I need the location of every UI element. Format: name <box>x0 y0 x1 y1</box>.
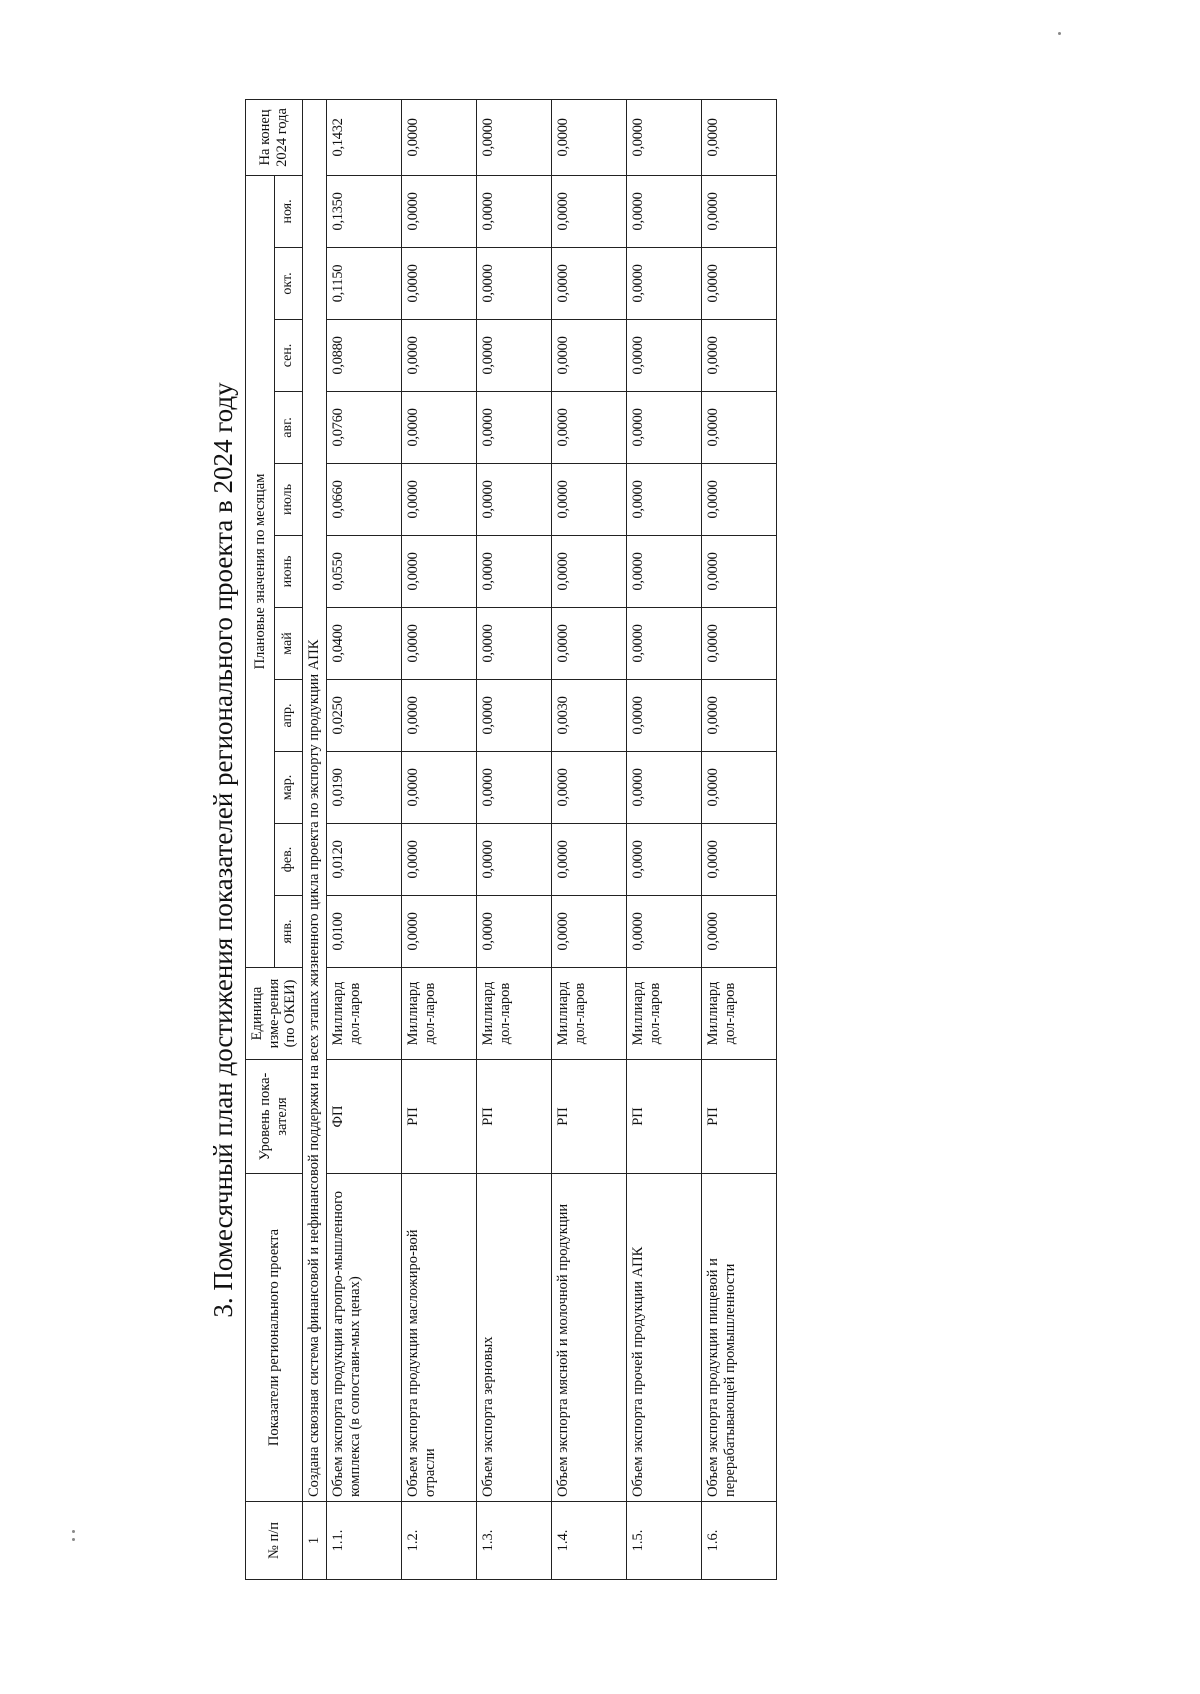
row-month-value: 0,0000 <box>627 896 702 968</box>
row-unit: Миллиард дол-ларов <box>702 968 777 1060</box>
row-month-value: 0,0000 <box>402 680 477 752</box>
row-indicator-name: Объем экспорта зерновых <box>477 1174 552 1502</box>
row-unit: Миллиард дол-ларов <box>552 968 627 1060</box>
header-month: мар. <box>274 752 302 824</box>
rotated-content <box>190 70 1190 1630</box>
row-month-value: 0,0000 <box>402 320 477 392</box>
header-month: июль <box>274 464 302 536</box>
row-level: РП <box>477 1060 552 1174</box>
row-month-value: 0,0000 <box>702 464 777 536</box>
row-month-value: 0,0000 <box>702 536 777 608</box>
row-year-end-value: 0,0000 <box>702 99 777 175</box>
row-month-value: 0,0000 <box>552 320 627 392</box>
row-month-value: 0,0000 <box>552 248 627 320</box>
row-month-value: 0,0000 <box>477 608 552 680</box>
row-month-value: 0,0000 <box>627 680 702 752</box>
row-number: 1.5. <box>627 1502 702 1580</box>
row-month-value: 0,0000 <box>702 680 777 752</box>
row-indicator-name: Объем экспорта мясной и молочной продукции <box>552 1174 627 1502</box>
row-month-value: 0,0250 <box>327 680 402 752</box>
section-row <box>303 99 327 1579</box>
row-level: РП <box>702 1060 777 1174</box>
row-unit: Миллиард дол-ларов <box>327 968 402 1060</box>
table-row <box>477 99 552 1579</box>
table-row <box>402 99 477 1579</box>
row-month-value: 0,0000 <box>552 536 627 608</box>
document-title: 3. Помесячный план достижения показателей регионального проекта в 2024 году <box>208 382 238 1318</box>
row-month-value: 0,0000 <box>627 824 702 896</box>
row-unit: Миллиард дол-ларов <box>402 968 477 1060</box>
row-month-value: 0,1350 <box>327 175 402 247</box>
row-number: 1.4. <box>552 1502 627 1580</box>
row-month-value: 0,0000 <box>702 175 777 247</box>
row-month-value: 0,0000 <box>402 536 477 608</box>
row-month-value: 0,0000 <box>477 248 552 320</box>
row-month-value: 0,0550 <box>327 536 402 608</box>
row-month-value: 0,0000 <box>627 392 702 464</box>
row-month-value: 0,0000 <box>477 175 552 247</box>
row-number: 1.3. <box>477 1502 552 1580</box>
row-month-value: 0,0000 <box>402 392 477 464</box>
indicators-table <box>245 99 777 1580</box>
row-month-value: 0,0000 <box>402 608 477 680</box>
row-month-value: 0,0000 <box>402 248 477 320</box>
row-month-value: 0,0000 <box>402 752 477 824</box>
row-month-value: 0,0000 <box>477 464 552 536</box>
row-month-value: 0,0000 <box>627 536 702 608</box>
row-month-value: 0,0100 <box>327 896 402 968</box>
header-level: Уровень пока-зателя <box>246 1060 303 1174</box>
row-month-value: 0,0000 <box>627 248 702 320</box>
row-month-value: 0,0000 <box>552 824 627 896</box>
header-month: июнь <box>274 536 302 608</box>
row-month-value: 0,0000 <box>702 248 777 320</box>
header-month: авг. <box>274 392 302 464</box>
header-row-1 <box>246 99 275 1579</box>
row-month-value: 0,0000 <box>702 320 777 392</box>
row-month-value: 0,0000 <box>552 608 627 680</box>
row-unit: Миллиард дол-ларов <box>477 968 552 1060</box>
section-number: 1 <box>303 1502 327 1580</box>
row-month-value: 0,0000 <box>702 608 777 680</box>
row-year-end-value: 0,0000 <box>552 99 627 175</box>
row-month-value: 0,0000 <box>477 680 552 752</box>
header-month: апр. <box>274 680 302 752</box>
row-month-value: 0,0000 <box>702 392 777 464</box>
row-month-value: 0,0000 <box>702 824 777 896</box>
row-number: 1.6. <box>702 1502 777 1580</box>
row-month-value: 0,0660 <box>327 464 402 536</box>
row-month-value: 0,0880 <box>327 320 402 392</box>
header-month: май <box>274 608 302 680</box>
row-month-value: 0,0760 <box>327 392 402 464</box>
scan-speck <box>1058 32 1061 35</box>
header-month: янв. <box>274 896 302 968</box>
row-indicator-name: Объем экспорта продукции пищевой и перерабатывающей промышленности <box>702 1174 777 1502</box>
row-month-value: 0,0000 <box>477 320 552 392</box>
header-month: фев. <box>274 824 302 896</box>
header-unit: Единица изме-рения (по ОКЕИ) <box>246 968 303 1060</box>
row-month-value: 0,0190 <box>327 752 402 824</box>
row-indicator-name: Объем экспорта продукции масложиро-вой отрасли <box>402 1174 477 1502</box>
table-row <box>627 99 702 1579</box>
header-year-end: На конец 2024 года <box>246 99 303 175</box>
table-row <box>327 99 402 1579</box>
row-month-value: 0,0000 <box>627 175 702 247</box>
row-level: РП <box>402 1060 477 1174</box>
row-month-value: 0,0000 <box>627 608 702 680</box>
row-level: ФП <box>327 1060 402 1174</box>
row-month-value: 0,0000 <box>552 752 627 824</box>
row-month-value: 0,0000 <box>402 824 477 896</box>
table-row <box>552 99 627 1579</box>
row-month-value: 0,0000 <box>477 536 552 608</box>
row-month-value: 0,0000 <box>702 752 777 824</box>
header-month: сен. <box>274 320 302 392</box>
header-number: № п/п <box>246 1502 303 1580</box>
row-indicator-name: Объем экспорта прочей продукции АПК <box>627 1174 702 1502</box>
row-number: 1.2. <box>402 1502 477 1580</box>
row-level: РП <box>552 1060 627 1174</box>
header-month: ноя. <box>274 175 302 247</box>
row-level: РП <box>627 1060 702 1174</box>
row-month-value: 0,0000 <box>477 824 552 896</box>
header-indicator: Показатели регионального проекта <box>246 1174 303 1502</box>
row-month-value: 0,0000 <box>402 896 477 968</box>
row-month-value: 0,0000 <box>477 896 552 968</box>
row-month-value: 0,0000 <box>477 392 552 464</box>
row-unit: Миллиард дол-ларов <box>627 968 702 1060</box>
row-month-value: 0,1150 <box>327 248 402 320</box>
row-month-value: 0,0000 <box>627 464 702 536</box>
row-month-value: 0,0000 <box>702 896 777 968</box>
scan-speck <box>72 1538 75 1541</box>
row-month-value: 0,0000 <box>627 752 702 824</box>
row-month-value: 0,0030 <box>552 680 627 752</box>
row-month-value: 0,0000 <box>552 175 627 247</box>
row-month-value: 0,0000 <box>552 464 627 536</box>
header-month: окт. <box>274 248 302 320</box>
row-month-value: 0,0000 <box>402 175 477 247</box>
section-title: Создана сквозная система финансовой и нефинансовой поддержки на всех этапах жизненного цикла проекта по экспорту продукции АПК <box>303 99 327 1501</box>
table-row <box>702 99 777 1579</box>
row-month-value: 0,0120 <box>327 824 402 896</box>
row-number: 1.1. <box>327 1502 402 1580</box>
row-year-end-value: 0,0000 <box>627 99 702 175</box>
row-month-value: 0,0000 <box>552 392 627 464</box>
row-month-value: 0,0000 <box>477 752 552 824</box>
row-month-value: 0,0400 <box>327 608 402 680</box>
row-year-end-value: 0,0000 <box>477 99 552 175</box>
row-month-value: 0,0000 <box>627 320 702 392</box>
row-month-value: 0,0000 <box>552 896 627 968</box>
row-month-value: 0,0000 <box>402 464 477 536</box>
row-year-end-value: 0,1432 <box>327 99 402 175</box>
row-year-end-value: 0,0000 <box>402 99 477 175</box>
scan-speck <box>72 1530 75 1533</box>
header-plan-group: Плановые значения по месяцам <box>246 175 275 967</box>
row-indicator-name: Объем экспорта продукции агропро-мышленного комплекса (в сопостави-мых ценах) <box>327 1174 402 1502</box>
